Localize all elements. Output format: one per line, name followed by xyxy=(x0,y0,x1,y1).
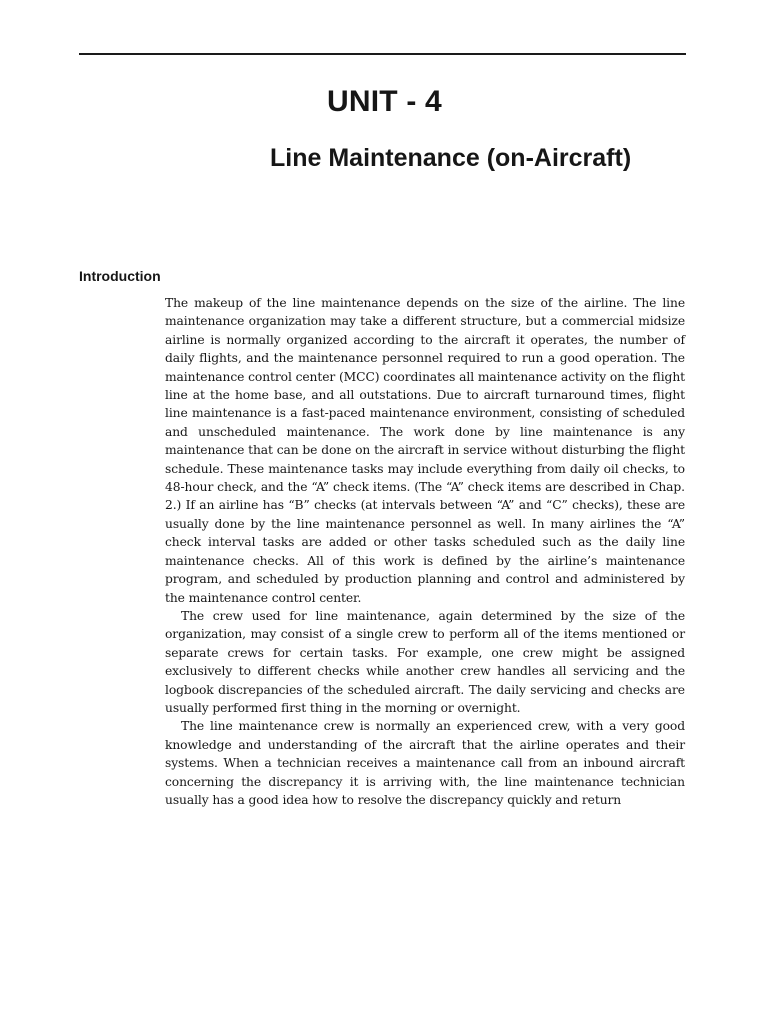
unit-title: UNIT - 4 xyxy=(327,85,442,118)
paragraph-1: The makeup of the line maintenance depends on the size of the airline. The line maintenance organization may take a different structure, but a commercial midsize airline is normally organized according to the aircraft it operates, the number of daily flights, and the maintenance personnel required to run a good operation. The maintenance control center (MCC) coordinates all maintenance activity on the flight line at the home base, and all outstations. Due to aircraft turnaround times, flight line maintenance is a fast-paced maintenance environment, consisting of scheduled and unscheduled maintenance. The work done by line maintenance is any maintenance that can be done on the aircraft in service without disturbing the flight schedule. These maintenance tasks may include everything from daily oil checks, to 48-hour check, and the “A” check items. (The “A” check items are described in Chap. 2.) If an airline has “B” checks (at intervals between “A” and “C” checks), these are usually done by the line maintenance personnel as well. In many airlines the “A” check interval tasks are added or other tasks scheduled such as the daily line maintenance checks. All of this work is defined by the airline’s maintenance program, and scheduled by production planning and control and administered by the maintenance control center. xyxy=(165,296,685,605)
header-rule xyxy=(79,53,686,55)
paragraph-3: The line maintenance crew is normally an experienced crew, with a very good knowledge and understanding of the aircraft that the airline operates and their systems. When a technician receives a maintenance call from an inbound aircraft concerning the discrepancy it is arriving with, the line maintenance technician usually has a good idea how to resolve the discrepancy quickly and return xyxy=(165,719,685,807)
body-text xyxy=(165,294,685,809)
section-heading: Introduction xyxy=(79,268,161,284)
paragraph-2: The crew used for line maintenance, again determined by the size of the organization, may consist of a single crew to perform all of the items mentioned or separate crews for certain tasks. For example, one crew might be assigned exclusively to different checks while another crew handles all servicing and the logbook discrepancies of the scheduled aircraft. The daily servicing and checks are usually performed first thing in the morning or overnight. xyxy=(165,608,685,715)
chapter-title: Line Maintenance (on-Aircraft) xyxy=(270,144,632,172)
